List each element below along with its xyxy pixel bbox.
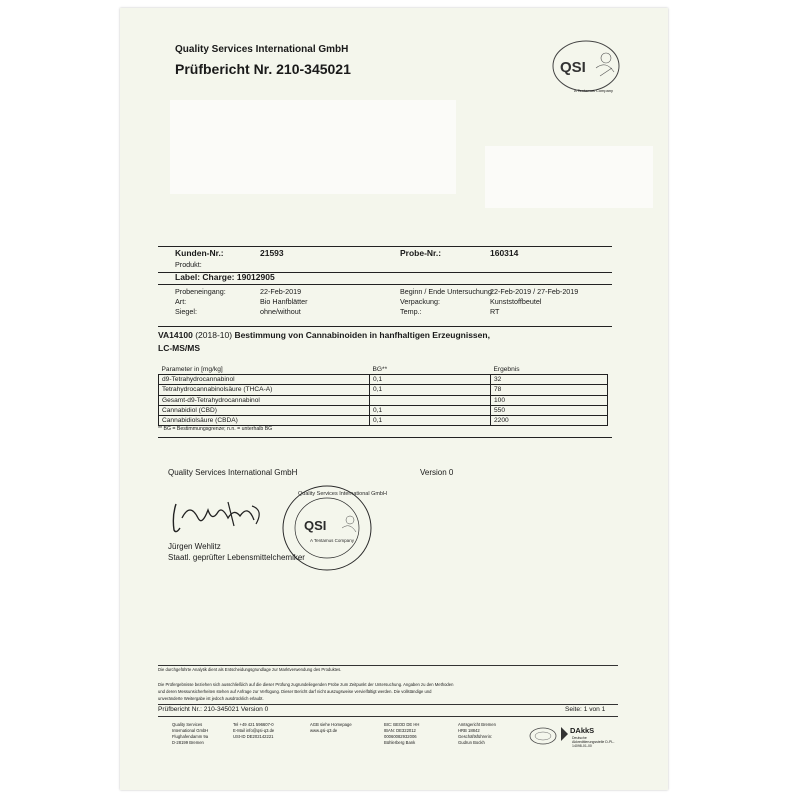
logo-text: QSI: [560, 59, 586, 76]
param-result: 32: [491, 375, 608, 385]
param-bg: 0,1: [370, 375, 491, 385]
footer-line: USt-ID DE202142221: [233, 734, 274, 739]
footer-line: E-Mail info@qsi-q3.de: [233, 728, 275, 733]
signature-image: [168, 496, 268, 536]
table-row: [159, 395, 608, 405]
produkt-label: Produkt:: [175, 260, 202, 269]
table-note: ** BG = Bestimmungsgrenze; n.n. = unterhalb BG: [158, 426, 273, 432]
dakks-label: DAkkS: [570, 726, 595, 735]
disclaimer: unveränderte Weitergabe ist jedoch ausdrücklich erlaubt.: [158, 696, 264, 701]
header-result: Ergebnis: [491, 365, 608, 375]
logo-tagline: A Tentamus Company: [574, 88, 614, 93]
param-result: 550: [491, 405, 608, 415]
divider: [158, 326, 612, 327]
header-param: Parameter in [mg/kg]: [159, 365, 370, 375]
table-row: [159, 375, 608, 385]
meta-value: 22-Feb-2019: [260, 287, 302, 296]
dakks-subtitle: Deutsche Akkreditierungsstelle D-PL-14098-01-00: [572, 736, 615, 748]
meta-value: ohne/without: [260, 307, 301, 316]
divider: [158, 437, 612, 438]
footer-line: BIC: BEOD DE HH: [384, 722, 420, 727]
disclaimer: Die durchgeführte Analytik dient als Entscheidungsgrundlage zur Marktverwendung des Produktes.: [158, 667, 342, 672]
company-name: Quality Services International GmbH: [175, 44, 349, 55]
dakks-mark-icon: [560, 726, 569, 742]
results-table: [158, 365, 608, 426]
charge-label: Label: Charge: 19012905: [175, 272, 275, 282]
method-heading: [158, 330, 490, 340]
meta-label: Art:: [175, 297, 187, 306]
divider: [158, 716, 618, 717]
divider: [158, 246, 612, 247]
footer-line: Quality Services: [172, 722, 203, 727]
footer-line: IBAN: DE322012: [384, 728, 416, 733]
stamp-logo: QSI: [304, 518, 327, 533]
address-block: [170, 100, 456, 194]
param-name: Tetrahydrocannabinolsäure (THCA-A): [159, 385, 370, 395]
kunden-label: Kunden-Nr.:: [175, 248, 224, 258]
accreditation-seal-icon: [528, 726, 558, 746]
table-row: [159, 385, 608, 395]
divider: [158, 704, 618, 705]
probe-value: 160314: [490, 248, 519, 258]
address-block-right: [485, 146, 653, 208]
disclaimer: und deren Messunsicherheiten stehen auf Anfrage zur Verfügung. Dieser Bericht darf nicht auszugsweise vervielfältigt werden. Die vollständige und: [158, 689, 432, 694]
footer-line: Flughafendamm 9a: [172, 734, 209, 739]
version-label: Version 0: [420, 468, 454, 477]
signer-title: Staatl. geprüfter Lebensmittelchemiker: [168, 553, 305, 562]
footer-terms: [310, 722, 352, 734]
footer-line: Gudrun Bockh: [458, 740, 485, 745]
disclaimer: Die Prüfergebnisse beziehen sich ausschließlich auf die dieser Prüfung zugrundeliegenden Probe zum Zeitpunkt der Untersuchung. Angaben zu den Methoden: [158, 682, 454, 687]
meta-label: Probeneingang:: [175, 287, 226, 296]
meta-label: Temp.:: [400, 307, 422, 316]
table-header: [159, 365, 608, 375]
report-ref: Prüfbericht Nr.: 210-345021 Version 0: [158, 706, 269, 713]
method-line2: LC-MS/MS: [158, 343, 201, 353]
meta-value: Kunststoffbeutel: [490, 297, 542, 306]
stamp-arc-text: Quality Services International GmbH: [298, 491, 387, 497]
footer-bank: [384, 722, 419, 746]
report-title: Prüfbericht Nr. 210-345021: [175, 61, 351, 77]
param-result: 100: [491, 395, 608, 405]
footer-line: D-28199 Bremen: [172, 740, 204, 745]
table-row: [159, 405, 608, 415]
param-result: 78: [491, 385, 608, 395]
footer-address: [172, 722, 208, 746]
meta-label: Beginn / Ende Untersuchung:: [400, 287, 494, 296]
method-version: (2018-10): [195, 330, 233, 340]
method-code: VA14100: [158, 330, 193, 340]
footer-line: Amtsgericht Bremen: [458, 722, 496, 727]
meta-value: 22-Feb-2019 / 27-Feb-2019: [490, 287, 579, 296]
method-title: Bestimmung von Cannabinoiden in hanfhaltigen Erzeugnissen,: [234, 330, 490, 340]
kunden-value: 21593: [260, 248, 284, 258]
footer-line: International GmbH: [172, 728, 209, 733]
footer-line: HRB 18842: [458, 728, 480, 733]
footer-line: 00060082932006: [384, 734, 417, 739]
divider: [158, 665, 618, 666]
footer-line: Bühlerberg Bank: [384, 740, 416, 745]
footer-line: www.qsi-q3.de: [310, 728, 338, 733]
footer-line: Geschäftsführerin:: [458, 734, 493, 739]
param-name: d9-Tetrahydrocannabinol: [159, 375, 370, 385]
footer-line: AGB siehe Homepage: [310, 722, 352, 727]
meta-value: Bio Hanfblätter: [260, 297, 308, 306]
param-bg: [370, 395, 491, 405]
signer-name: Jürgen Wehlitz: [168, 542, 221, 551]
param-name: Cannabidiol (CBD): [159, 405, 370, 415]
signoff-company: Quality Services International GmbH: [168, 468, 298, 477]
stamp-tagline: A Tentamus Company: [310, 538, 354, 543]
page-number: Seite: 1 von 1: [565, 706, 606, 713]
meta-label: Verpackung:: [400, 297, 440, 306]
header-bg: BG**: [370, 365, 491, 375]
footer-line: Tel +49 421 596607-0: [233, 722, 274, 727]
divider: [158, 284, 612, 285]
probe-label: Probe-Nr.:: [400, 248, 442, 258]
param-name: Cannabidiolsäure (CBDA): [159, 416, 370, 426]
footer-registry: [458, 722, 496, 746]
param-result: 2200: [491, 416, 608, 426]
param-bg: 0,1: [370, 385, 491, 395]
footer-contact: [233, 722, 274, 740]
param-name: Gesamt-d9-Tetrahydrocannabinol: [159, 395, 370, 405]
meta-label: Siegel:: [175, 307, 197, 316]
param-bg: 0,1: [370, 405, 491, 415]
report-page: [120, 8, 668, 790]
table-row: [159, 416, 608, 426]
param-bg: 0,1: [370, 416, 491, 426]
meta-value: RT: [490, 307, 500, 316]
